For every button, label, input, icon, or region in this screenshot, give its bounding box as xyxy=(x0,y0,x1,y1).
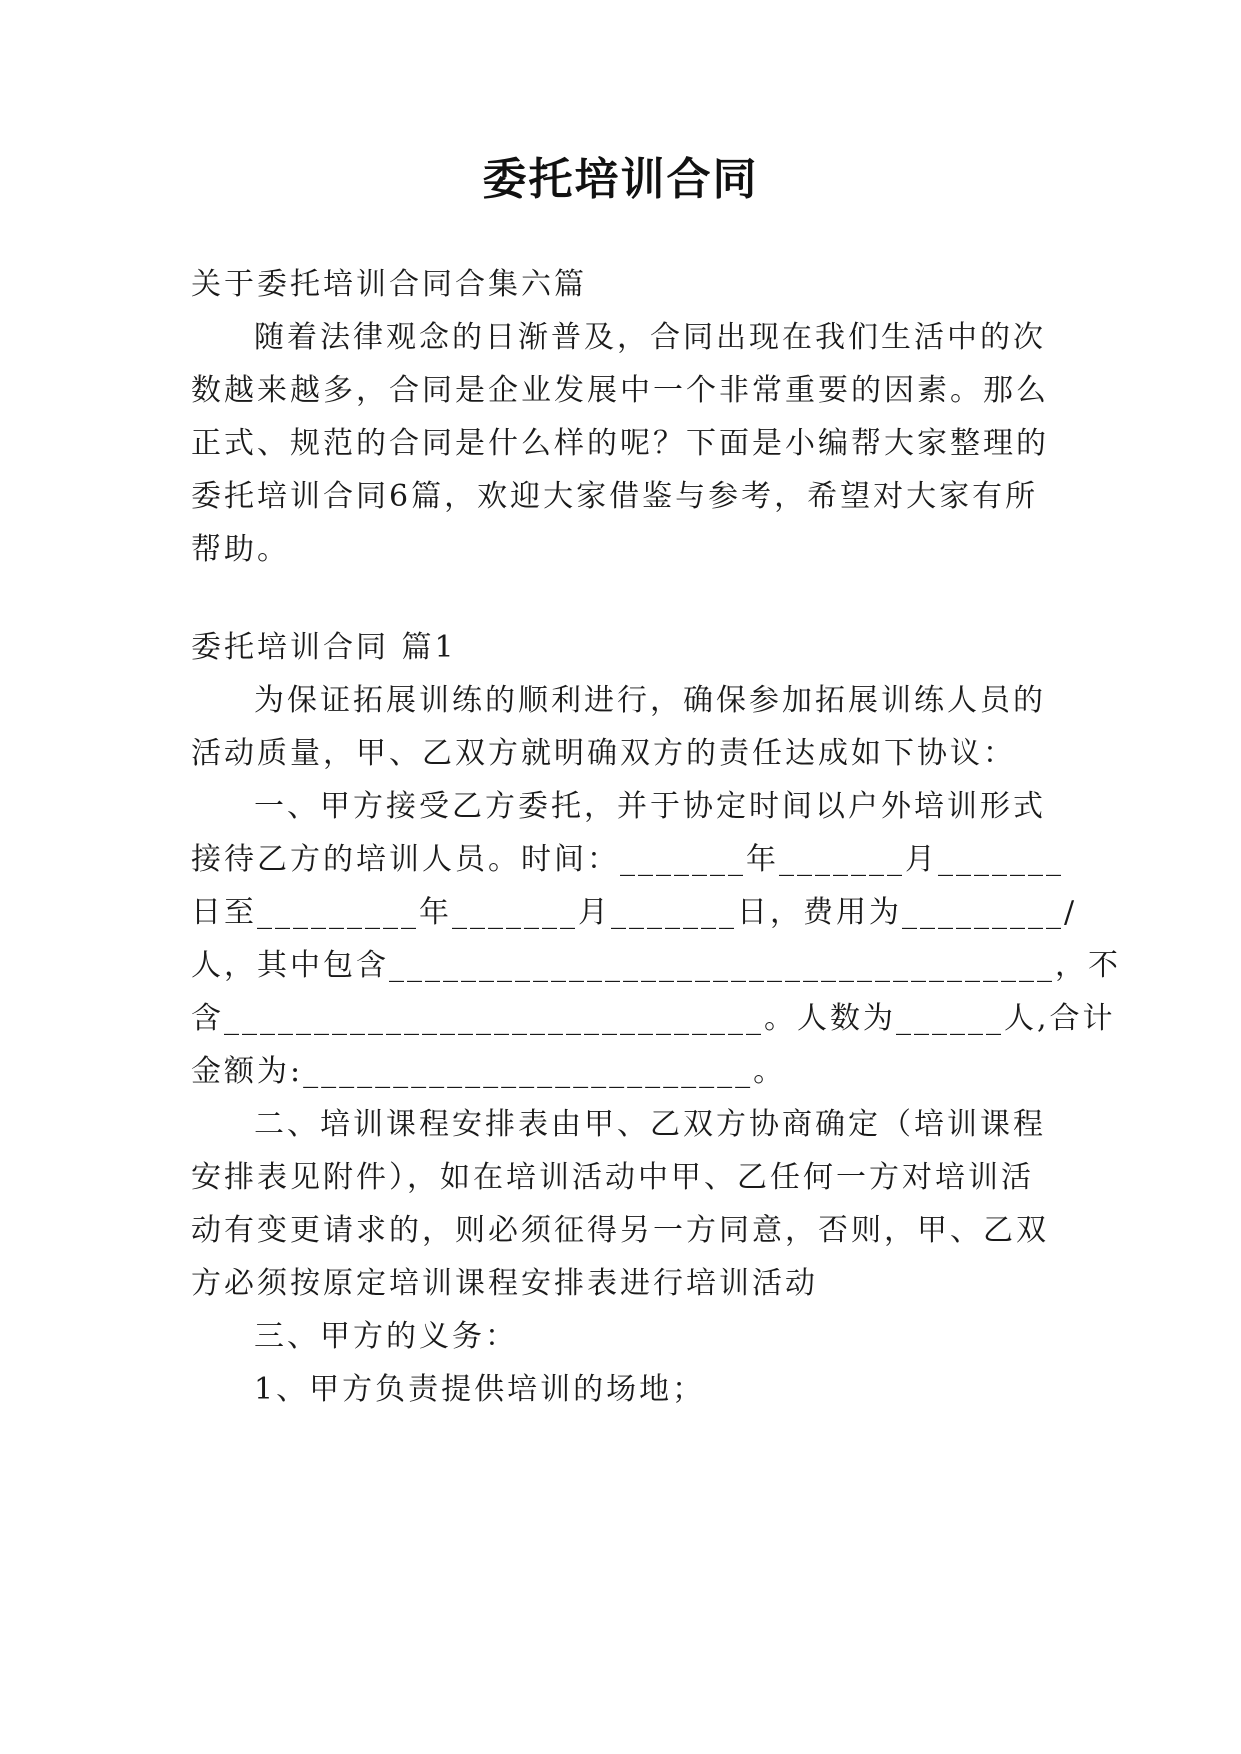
clause-line: 方必须按原定培训课程安排表进行培训活动 xyxy=(191,1266,818,1301)
intro-line: 正式、规范的合同是什么样的呢？下面是小编帮大家整理的 xyxy=(191,426,1049,461)
clause-line: 二、培训课程安排表由甲、乙双方协商确定（培训课程 xyxy=(254,1107,1046,1142)
clause-line: 一、甲方接受乙方委托，并于协定时间以户外培训形式 xyxy=(254,789,1046,824)
intro-line: 随着法律观念的日渐普及，合同出现在我们生活中的次 xyxy=(254,320,1046,355)
clause-line: 安排表见附件），如在培训活动中甲、乙任何一方对培训活 xyxy=(191,1160,1034,1195)
clause-item: 1、甲方负责提供培训的场地； xyxy=(254,1372,706,1407)
document-title: 委托培训合同 xyxy=(482,154,759,205)
paragraph-line: 为保证拓展训练的顺利进行，确保参加拓展训练人员的 xyxy=(254,683,1046,718)
intro-heading: 关于委托培训合同合集六篇 xyxy=(191,267,587,302)
clause-line: 接待乙方的培训人员。时间：_______年_______月_______ xyxy=(191,842,1064,877)
clause-line: 含______________________________。人数为______人,合计 xyxy=(191,1001,1116,1036)
clause-line: 人，其中包含_____________________________________，不 xyxy=(191,948,1121,983)
intro-line: 委托培训合同6篇，欢迎大家借鉴与参考，希望对大家有所 xyxy=(191,479,1039,514)
intro-line: 帮助。 xyxy=(191,532,290,567)
clause-line: 金额为:_________________________。 xyxy=(191,1054,787,1089)
clause-heading: 三、甲方的义务： xyxy=(254,1319,518,1354)
clause-line: 日至_________年_______月_______日，费用为_________/ xyxy=(191,895,1078,930)
intro-line: 数越来越多，合同是企业发展中一个非常重要的因素。那么 xyxy=(191,373,1049,408)
clause-line: 动有变更请求的，则必须征得另一方同意，否则，甲、乙双 xyxy=(191,1213,1049,1248)
section-heading: 委托培训合同 篇1 xyxy=(191,630,457,665)
paragraph-line: 活动质量，甲、乙双方就明确双方的责任达成如下协议： xyxy=(191,736,1016,771)
